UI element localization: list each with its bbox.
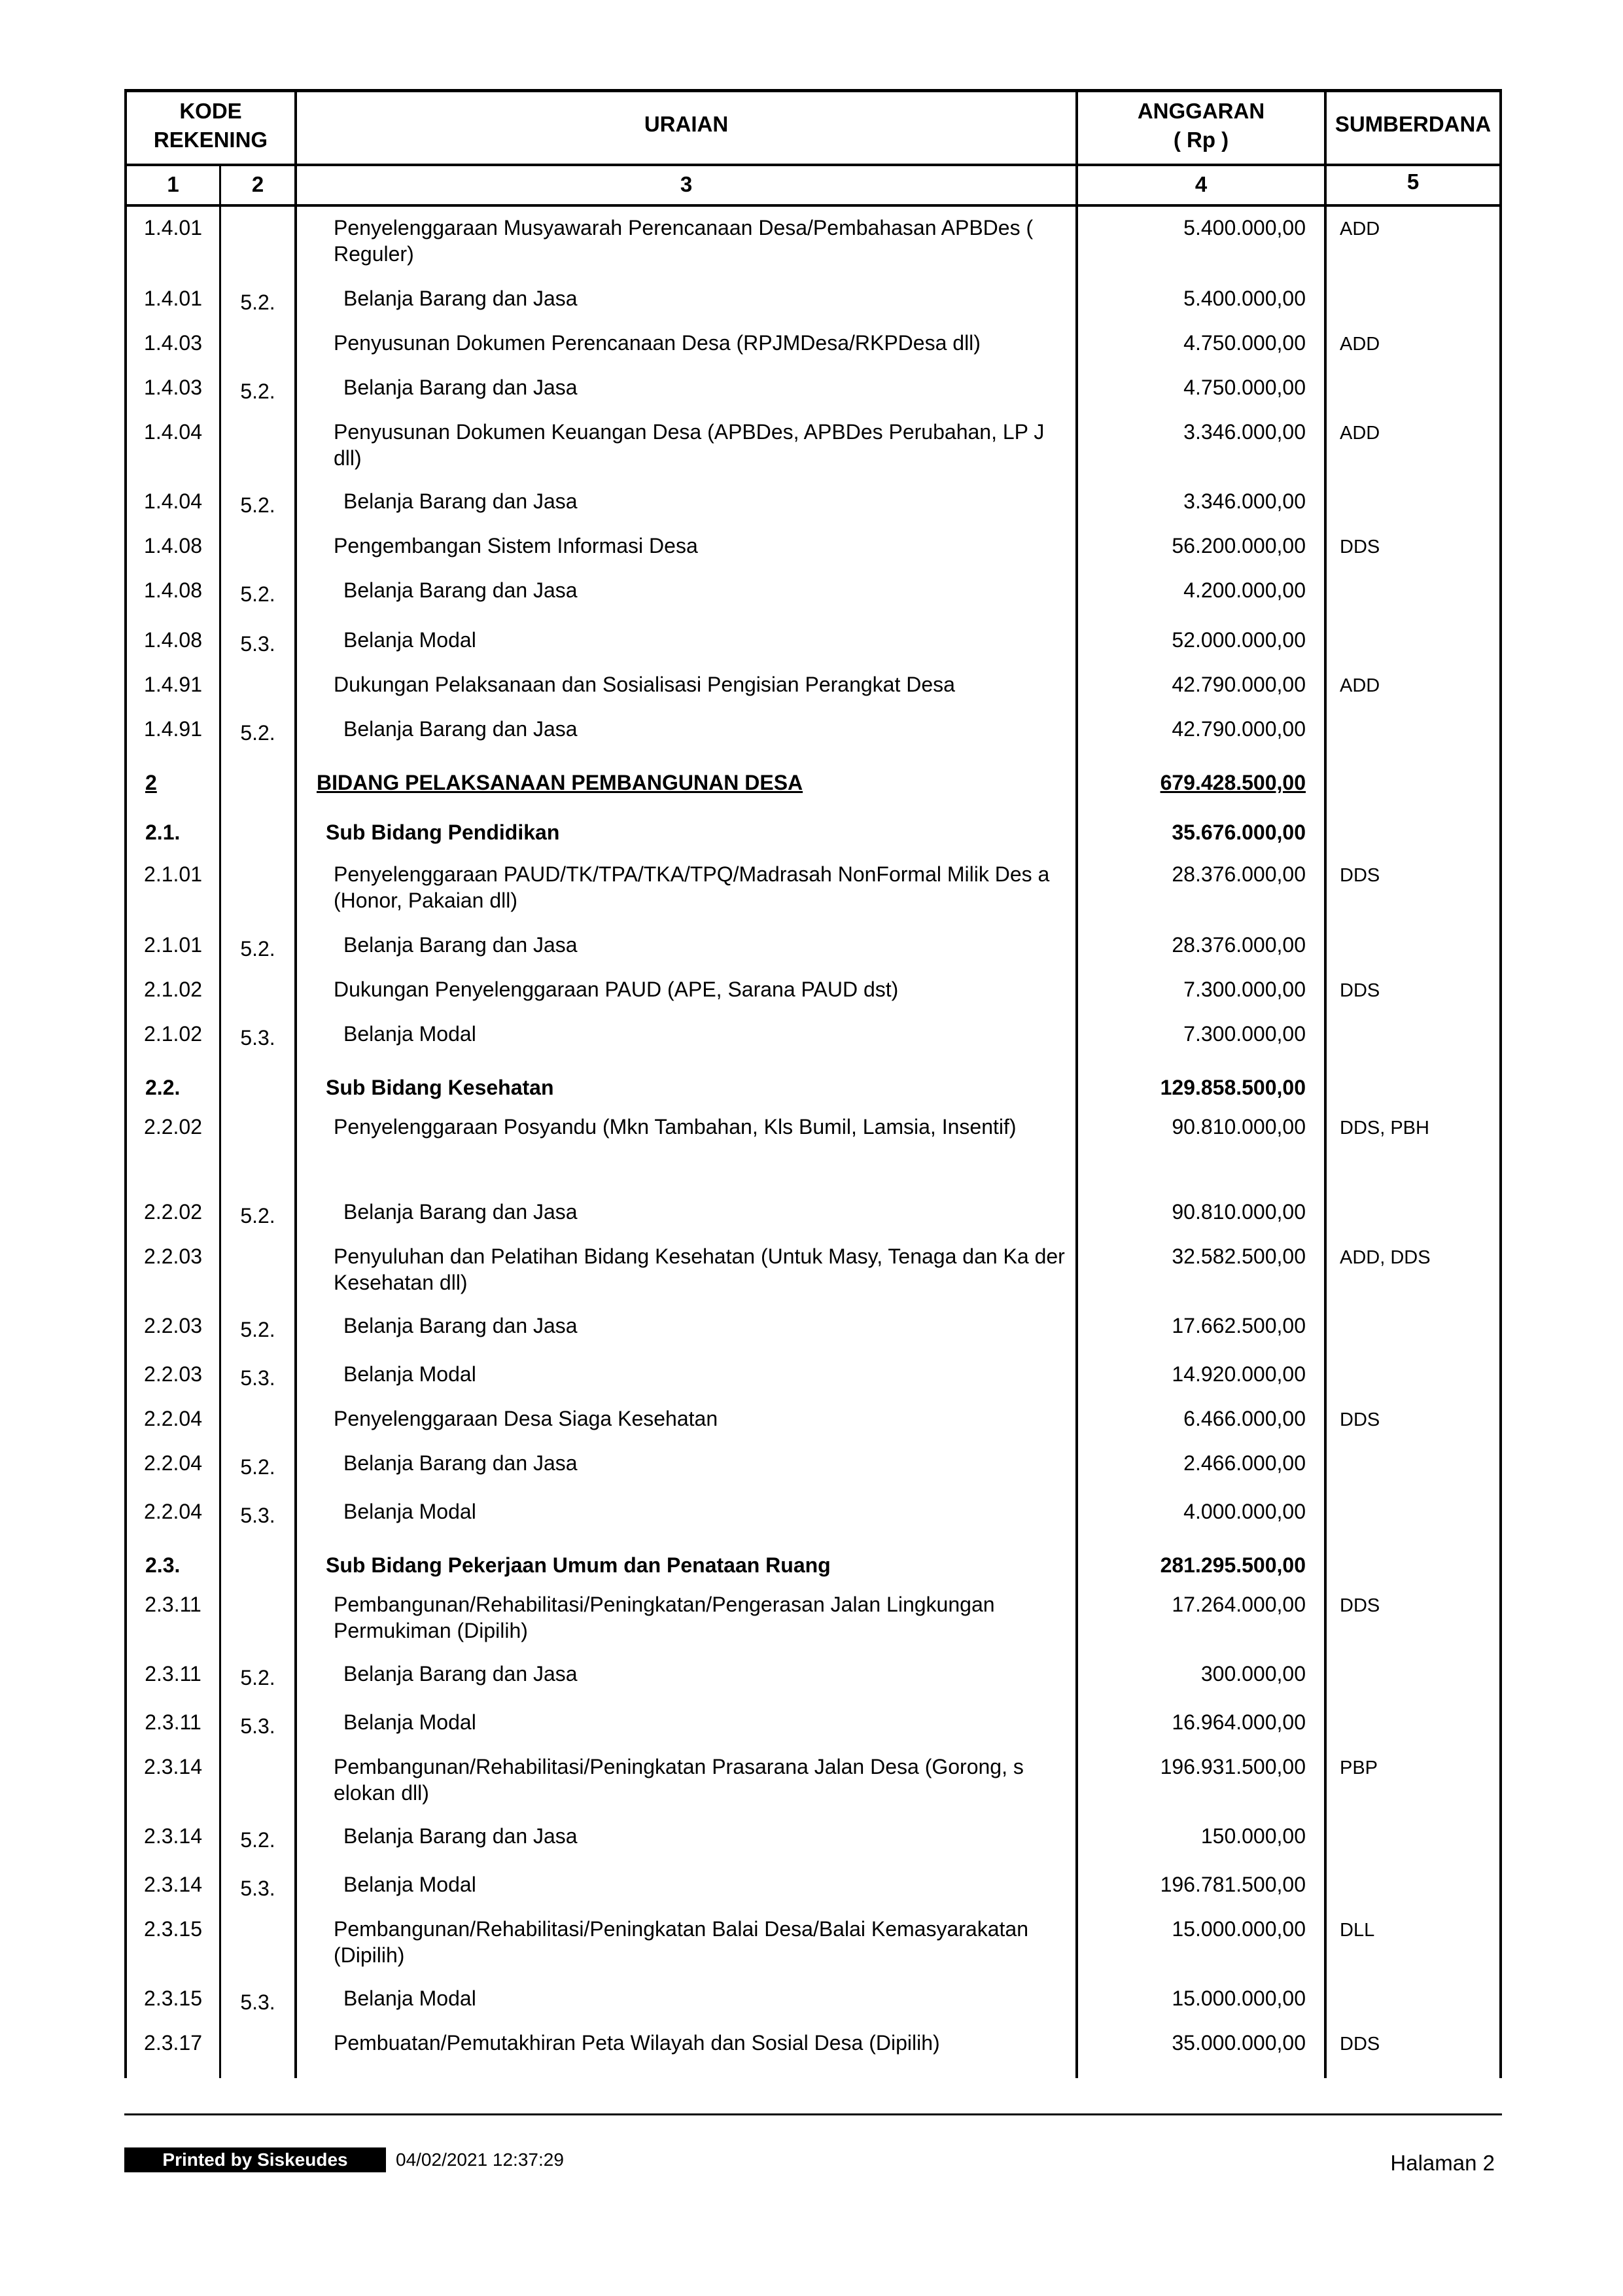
row-uraian: Belanja Barang dan Jasa <box>343 1200 578 1224</box>
row-uraian: Sub Bidang Pendidikan <box>326 821 560 844</box>
row-anggaran: 7.300.000,00 <box>1183 978 1306 1001</box>
row-kode-rekening: 2.2.02 <box>144 1115 202 1139</box>
row-anggaran: 52.000.000,00 <box>1172 628 1306 652</box>
row-sumber-dana: ADD <box>1340 675 1380 696</box>
row-anggaran: 5.400.000,00 <box>1183 216 1306 239</box>
row-kode-belanja: 5.2. <box>240 582 275 606</box>
row-sumber-dana: DDS <box>1340 980 1380 1001</box>
row-anggaran: 196.781.500,00 <box>1160 1873 1306 1896</box>
printed-by-text: Printed by Siskeudes <box>162 2149 348 2170</box>
row-anggaran: 4.750.000,00 <box>1183 331 1306 355</box>
row-anggaran: 300.000,00 <box>1200 1662 1306 1686</box>
column-numbers-bottom-border <box>124 204 1502 207</box>
row-uraian: Belanja Modal <box>343 628 476 652</box>
row-kode-belanja: 5.2. <box>240 380 275 403</box>
row-anggaran: 150.000,00 <box>1200 1824 1306 1848</box>
footer-rule <box>124 2113 1502 2115</box>
row-kode-rekening: 2.3.15 <box>144 1917 202 1941</box>
row-uraian: Penyelenggaraan Desa Siaga Kesehatan <box>334 1407 718 1430</box>
row-anggaran: 35.000.000,00 <box>1172 2031 1306 2055</box>
row-kode-rekening: 2.2.04 <box>144 1500 202 1523</box>
row-uraian: Pembuatan/Pemutakhiran Peta Wilayah dan Sosial Desa (Dipilih) <box>334 2031 940 2055</box>
row-anggaran: 28.376.000,00 <box>1172 862 1306 886</box>
table-top-border <box>124 89 1502 92</box>
row-anggaran: 3.346.000,00 <box>1183 420 1306 444</box>
row-anggaran: 90.810.000,00 <box>1172 1115 1306 1139</box>
row-sumber-dana: PBP <box>1340 1757 1378 1778</box>
header-bottom-border <box>124 164 1502 166</box>
page-number: Halaman 2 <box>1390 2151 1495 2175</box>
row-uraian: Belanja Barang dan Jasa <box>343 376 578 399</box>
column-divider-sumber <box>1324 89 1327 2078</box>
row-uraian: Penyelenggaraan PAUD/TK/TPA/TKA/TPQ/Madrasah NonFormal Milik Des a (Honor, Pakaian dll) <box>334 862 1050 912</box>
row-anggaran: 15.000.000,00 <box>1172 1987 1306 2010</box>
row-kode-rekening: 2.3.11 <box>145 1593 201 1616</box>
row-kode-belanja: 5.2. <box>240 1455 275 1479</box>
row-kode-rekening: 2.1.01 <box>144 862 202 886</box>
row-uraian: Belanja Barang dan Jasa <box>343 578 578 602</box>
header-uraian: URAIAN <box>644 112 729 136</box>
row-uraian: Penyuluhan dan Pelatihan Bidang Kesehatan (Untuk Masy, Tenaga dan Ka der Kesehatan dll) <box>334 1245 1065 1294</box>
row-kode-rekening: 2.3.14 <box>144 1873 202 1896</box>
row-kode-rekening: 1.4.08 <box>144 578 202 602</box>
row-anggaran: 6.466.000,00 <box>1183 1407 1306 1430</box>
row-uraian: Belanja Barang dan Jasa <box>343 1451 578 1475</box>
header-num-4: 4 <box>1195 172 1208 196</box>
row-sumber-dana: DDS, PBH <box>1340 1118 1429 1139</box>
row-anggaran: 42.790.000,00 <box>1172 717 1306 741</box>
row-uraian: Belanja Barang dan Jasa <box>343 287 578 310</box>
row-sumber-dana: ADD <box>1340 423 1380 444</box>
row-uraian: Belanja Modal <box>343 1710 476 1734</box>
row-anggaran: 2.466.000,00 <box>1183 1451 1306 1475</box>
row-kode-rekening: 2.3.14 <box>144 1824 202 1848</box>
row-kode-rekening: 1.4.04 <box>144 420 202 444</box>
row-anggaran: 56.200.000,00 <box>1172 534 1306 557</box>
row-kode-rekening: 2.2.02 <box>144 1200 202 1224</box>
row-anggaran: 4.000.000,00 <box>1183 1500 1306 1523</box>
row-uraian: Pengembangan Sistem Informasi Desa <box>334 534 698 557</box>
row-anggaran: 42.790.000,00 <box>1172 673 1306 696</box>
row-sumber-dana: DDS <box>1340 2034 1380 2055</box>
row-kode-belanja: 5.3. <box>240 1026 275 1050</box>
row-anggaran: 28.376.000,00 <box>1172 933 1306 957</box>
table-right-border <box>1499 89 1502 2078</box>
row-sumber-dana: ADD, DDS <box>1340 1247 1431 1268</box>
row-anggaran: 679.428.500,00 <box>1160 771 1306 794</box>
row-kode-belanja: 5.2. <box>240 937 275 961</box>
row-anggaran: 14.920.000,00 <box>1172 1362 1306 1386</box>
row-anggaran: 3.346.000,00 <box>1183 489 1306 513</box>
row-uraian: Belanja Modal <box>343 1500 476 1523</box>
row-kode-belanja: 5.3. <box>240 1990 275 2014</box>
row-sumber-dana: ADD <box>1340 219 1380 239</box>
row-kode-belanja: 5.3. <box>240 1714 275 1738</box>
row-anggaran: 4.200.000,00 <box>1183 578 1306 602</box>
row-kode-rekening: 1.4.04 <box>144 489 202 513</box>
header-num-1: 1 <box>167 172 179 196</box>
row-anggaran: 7.300.000,00 <box>1183 1022 1306 1046</box>
header-num-2: 2 <box>251 172 264 196</box>
row-kode-rekening: 1.4.91 <box>144 673 202 696</box>
row-kode-rekening: 2.3.17 <box>144 2031 202 2055</box>
row-anggaran: 196.931.500,00 <box>1160 1755 1306 1778</box>
row-anggaran: 17.264.000,00 <box>1172 1593 1306 1616</box>
row-kode-rekening: 2.3.14 <box>144 1755 202 1778</box>
row-uraian: Pembangunan/Rehabilitasi/Peningkatan Balai Desa/Balai Kemasyarakatan (Dipilih) <box>334 1917 1028 1967</box>
row-kode-rekening: 2.1.02 <box>144 978 202 1001</box>
row-kode-rekening: 1.4.08 <box>144 628 202 652</box>
row-uraian: Belanja Barang dan Jasa <box>343 1662 578 1686</box>
printed-by-badge <box>124 2147 386 2172</box>
row-uraian: Penyelenggaraan Musyawarah Perencanaan Desa/Pembahasan APBDes ( Reguler) <box>334 216 1034 266</box>
row-anggaran: 4.750.000,00 <box>1183 376 1306 399</box>
row-uraian: BIDANG PELAKSANAAN PEMBANGUNAN DESA <box>317 771 803 794</box>
row-sumber-dana: DDS <box>1340 865 1380 886</box>
row-anggaran: 35.676.000,00 <box>1172 821 1306 844</box>
row-kode-rekening: 1.4.08 <box>144 534 202 557</box>
row-kode-belanja: 5.3. <box>240 1366 275 1390</box>
row-kode-rekening: 2.2.03 <box>144 1314 202 1337</box>
row-uraian: Belanja Barang dan Jasa <box>343 717 578 741</box>
row-anggaran: 5.400.000,00 <box>1183 287 1306 310</box>
header-kode-rekening: KODE REKENING <box>153 99 268 152</box>
row-uraian: Belanja Barang dan Jasa <box>343 1314 578 1337</box>
row-uraian: Dukungan Pelaksanaan dan Sosialisasi Pengisian Perangkat Desa <box>334 673 955 696</box>
row-kode-rekening: 1.4.01 <box>144 216 202 239</box>
row-uraian: Penyusunan Dokumen Keuangan Desa (APBDes, APBDes Perubahan, LP J dll) <box>334 420 1045 470</box>
row-sumber-dana: DDS <box>1340 1409 1380 1430</box>
row-uraian: Sub Bidang Kesehatan <box>326 1076 554 1099</box>
row-kode-rekening: 1.4.91 <box>144 717 202 741</box>
header-num-5: 5 <box>1406 169 1420 194</box>
row-kode-rekening: 2.2.03 <box>144 1362 202 1386</box>
row-kode-rekening: 2.2. <box>145 1076 181 1099</box>
row-sumber-dana: DLL <box>1340 1920 1375 1941</box>
row-kode-rekening: 2.2.03 <box>144 1245 202 1268</box>
row-uraian: Belanja Modal <box>343 1873 476 1896</box>
row-anggaran: 16.964.000,00 <box>1172 1710 1306 1734</box>
row-anggaran: 15.000.000,00 <box>1172 1917 1306 1941</box>
row-kode-belanja: 5.3. <box>240 1877 275 1900</box>
row-uraian: Dukungan Penyelenggaraan PAUD (APE, Sarana PAUD dst) <box>334 978 899 1001</box>
row-uraian: Belanja Modal <box>343 1362 476 1386</box>
row-uraian: Belanja Barang dan Jasa <box>343 933 578 957</box>
row-kode-belanja: 5.2. <box>240 1666 275 1689</box>
row-kode-rekening: 2.3.11 <box>145 1662 201 1686</box>
print-timestamp: 04/02/2021 12:37:29 <box>396 2149 564 2170</box>
row-kode-belanja: 5.2. <box>240 1204 275 1227</box>
row-kode-rekening: 1.4.01 <box>144 287 202 310</box>
row-kode-rekening: 1.4.03 <box>144 331 202 355</box>
row-uraian: Sub Bidang Pekerjaan Umum dan Penataan Ruang <box>326 1553 831 1577</box>
row-uraian: Pembangunan/Rehabilitasi/Peningkatan/Pengerasan Jalan Lingkungan Permukiman (Dipilih) <box>334 1593 995 1642</box>
row-kode-rekening: 2.2.04 <box>144 1407 202 1430</box>
header-anggaran: ANGGARAN ( Rp ) <box>1137 99 1265 152</box>
row-kode-rekening: 2.2.04 <box>144 1451 202 1475</box>
row-kode-belanja: 5.2. <box>240 721 275 745</box>
header-sumberdana: SUMBERDANA <box>1335 112 1492 136</box>
row-anggaran: 32.582.500,00 <box>1172 1245 1306 1268</box>
row-sumber-dana: DDS <box>1340 537 1380 557</box>
row-kode-belanja: 5.2. <box>240 493 275 517</box>
row-kode-rekening: 2.1.02 <box>144 1022 202 1046</box>
row-kode-belanja: 5.2. <box>240 1318 275 1341</box>
row-uraian: Penyelenggaraan Posyandu (Mkn Tambahan, Kls Bumil, Lamsia, Insentif) <box>334 1115 1017 1139</box>
row-kode-rekening: 1.4.03 <box>144 376 202 399</box>
row-uraian: Pembangunan/Rehabilitasi/Peningkatan Prasarana Jalan Desa (Gorong, s elokan dll) <box>334 1755 1024 1805</box>
row-sumber-dana: ADD <box>1340 334 1380 355</box>
row-kode-belanja: 5.2. <box>240 1828 275 1852</box>
row-kode-rekening: 2 <box>145 771 157 794</box>
row-kode-belanja: 5.2. <box>240 291 275 314</box>
row-anggaran: 17.662.500,00 <box>1172 1314 1306 1337</box>
column-divider-kode <box>219 164 221 2078</box>
column-divider-uraian <box>294 89 297 2078</box>
row-kode-rekening: 2.3.15 <box>144 1987 202 2010</box>
row-kode-belanja: 5.3. <box>240 1504 275 1527</box>
row-anggaran: 90.810.000,00 <box>1172 1200 1306 1224</box>
row-kode-rekening: 2.1.01 <box>144 933 202 957</box>
row-anggaran: 281.295.500,00 <box>1160 1553 1306 1577</box>
row-uraian: Penyusunan Dokumen Perencanaan Desa (RPJMDesa/RKPDesa dll) <box>334 331 981 355</box>
row-sumber-dana: DDS <box>1340 1595 1380 1616</box>
row-uraian: Belanja Barang dan Jasa <box>343 489 578 513</box>
row-kode-rekening: 2.1. <box>145 821 181 844</box>
row-uraian: Belanja Modal <box>343 1022 476 1046</box>
row-uraian: Belanja Modal <box>343 1987 476 2010</box>
row-kode-rekening: 2.3. <box>145 1553 181 1577</box>
row-anggaran: 129.858.500,00 <box>1160 1076 1306 1099</box>
row-kode-belanja: 5.3. <box>240 632 275 656</box>
header-num-3: 3 <box>680 172 693 196</box>
row-kode-rekening: 2.3.11 <box>145 1710 201 1734</box>
row-uraian: Belanja Barang dan Jasa <box>343 1824 578 1848</box>
